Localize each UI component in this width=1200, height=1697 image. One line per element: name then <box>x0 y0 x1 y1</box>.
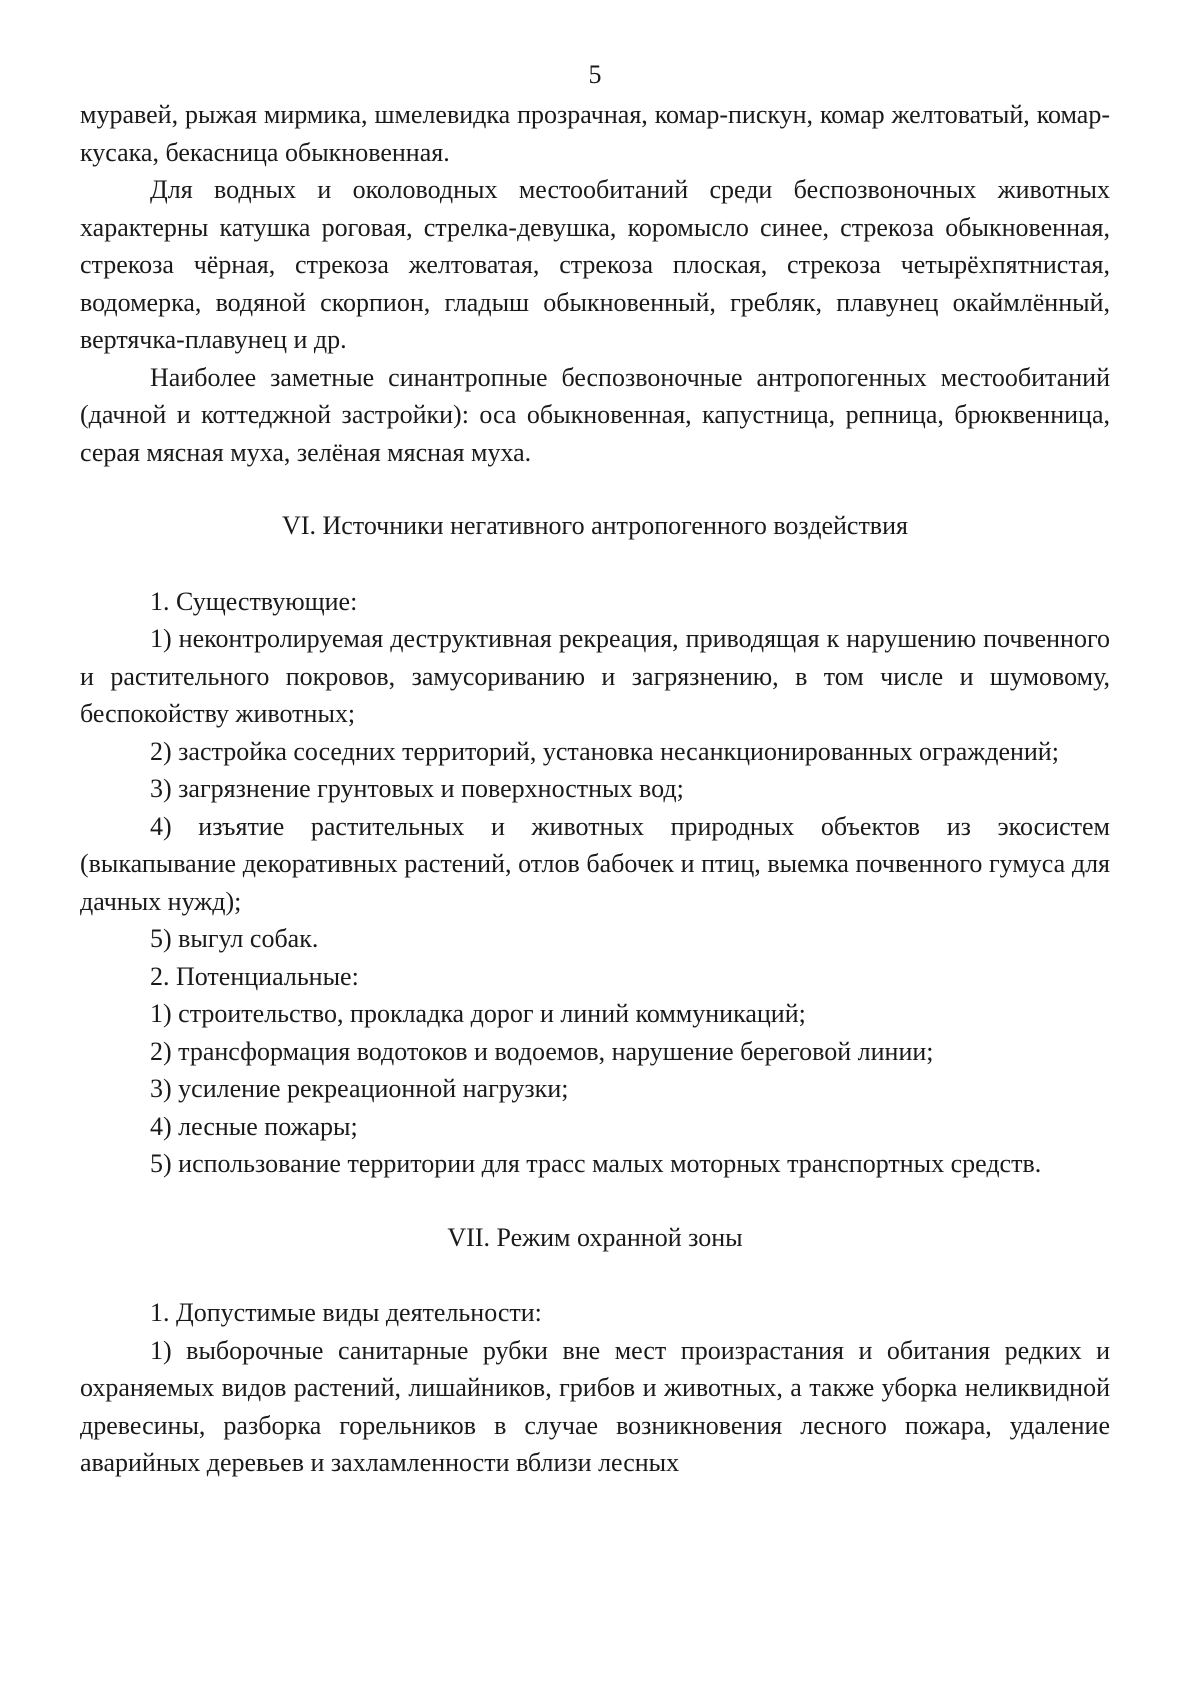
potential-source-item: 3) усиление рекреационной нагрузки; <box>150 1074 569 1103</box>
allowed-activity-item: 1) выборочные санитарные рубки вне мест произрастания и обитания редких и охраняемых видов растений, лишайников, грибов и животных, а также уборка неликвидной древесины, разборка горельников в случае возникновения лесного пожара, удаление аварийных деревьев и захламленности вблизи лесных <box>80 1335 1110 1477</box>
intro-paragraph-1: муравей, рыжая мирмика, шмелевидка прозрачная, комар-пискун, комар желтоватый, комар-кусака, бекасница обыкновенная. <box>80 100 1110 167</box>
section-6-heading: VI. Источники негативного антропогенного воздействия <box>282 511 908 540</box>
existing-source-item: 5) выгул собак. <box>150 924 319 953</box>
potential-source-item: 2) трансформация водотоков и водоемов, нарушение береговой линии; <box>150 1036 934 1066</box>
existing-source-item: 1) неконтролируемая деструктивная рекреация, приводящая к нарушению почвенного и растительного покровов, замусориванию и загрязнению, в том числе и шумовому, беспокойству животных; <box>80 624 1110 728</box>
existing-source-item: 3) загрязнение грунтовых и поверхностных вод; <box>150 774 684 803</box>
potential-source-item: 5) использование территории для трасс малых моторных транспортных средств. <box>150 1149 1042 1178</box>
document-page <box>80 58 1110 1482</box>
page-number: 5 <box>588 60 602 89</box>
intro-paragraph-2: Для водных и околоводных местообитаний среди беспозвоночных животных характерны катушка роговая, стрелка-девушка, коромысло синее, стрекоза обыкновенная, стрекоза чёрная, стрекоза желтоватая, стрекоза плоская, стрекоза четырёхпятнистая, водомерка, водяной скорпион, гладыш обыкновенный, гребляк, плавунец окаймлённый, вертячка-плавунец и др. <box>80 175 1110 354</box>
existing-sources-label: 1. Существующие: <box>150 586 358 616</box>
allowed-activities-label: 1. Допустимые виды деятельности: <box>150 1298 542 1327</box>
intro-paragraph-3: Наиболее заметные синантропные беспозвоночные антропогенных местообитаний (дачной и коттеджной застройки): оса обыкновенная, капустница, репница, брюквенница, серая мясная муха, зелёная мясная муха. <box>80 362 1110 467</box>
existing-source-item: 4) изъятие растительных и животных природных объектов из экосистем (выкапывание декоративных растений, отлов бабочек и птиц, выемка почвенного гумуса для дачных нужд); <box>80 811 1110 916</box>
potential-source-item: 4) лесные пожары; <box>150 1111 358 1141</box>
existing-source-item: 2) застройка соседних территорий, установка несанкционированных ограждений; <box>150 736 1059 766</box>
potential-source-item: 1) строительство, прокладка дорог и линий коммуникаций; <box>150 999 806 1028</box>
section-7-heading: VII. Режим охранной зоны <box>447 1222 743 1252</box>
potential-sources-label: 2. Потенциальные: <box>150 961 359 991</box>
